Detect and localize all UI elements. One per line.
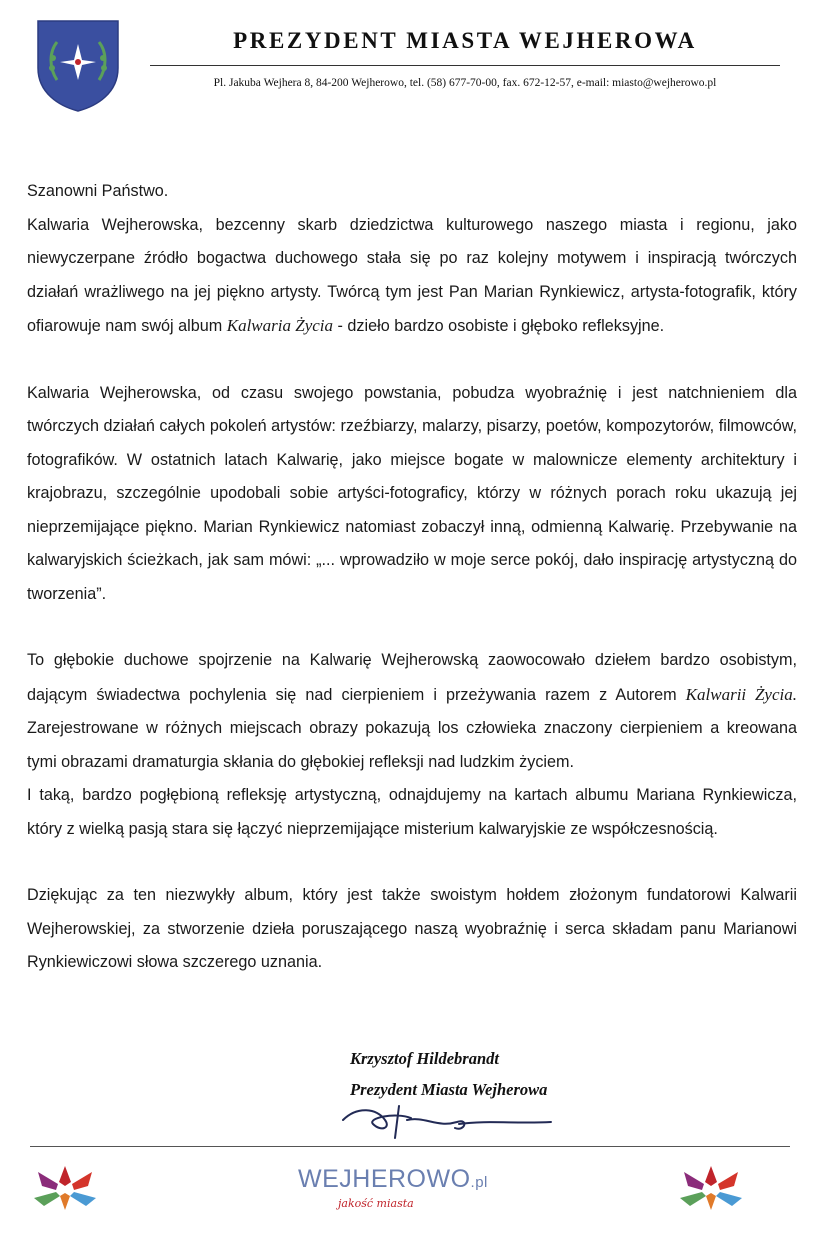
letterhead-title: PREZYDENT MIASTA WEJHEROWA [233,28,697,53]
paragraph-4: I taką, bardzo pogłębioną refleksję artystyczną, odnajdujemy na kartach albumu Mariana Rynkiewicza, który z wielką pasją stara się łączyć nieprzemijające misterium kalwaryjskie ze współczesnością. [27,786,797,838]
paragraph-3 [27,644,797,779]
letterhead-address: Pl. Jakuba Wejhera 8, 84-200 Wejherowo, tel. (58) 677-70-00, fax. 672-12-57, e-mail: miasto@wejherowo.pl [213,77,717,89]
logo-text: WEJHEROWO [298,1165,471,1193]
album-title: Kalwaria Życia [226,316,334,335]
logo-suffix: .pl [470,1174,488,1191]
signatory-name: Krzysztof Hildebrandt [350,1049,499,1068]
signatory-role: Prezydent Miasta Wejherowa [350,1080,548,1099]
handwritten-signature-icon [337,1098,557,1140]
letterhead-rule [150,65,780,66]
signature-block [350,1043,750,1105]
paragraph-1 [27,209,797,344]
wejherowo-logo [298,1165,498,1194]
paragraph-5: Dziękując za ten niezwykły album, który jest także swoistym hołdem złożonym fundatorowi Kalwarii Wejherowskiej, za stworzenie dzieła poruszającego naszą wyobraźnię i serca składam panu Marianowi Rynkiewiczowi słowa szczerego uznania. [27,886,797,971]
city-coat-of-arms-icon [35,18,121,113]
paragraph-1-text-a: Kalwaria Wejherowska, bezcenny skarb dziedzictwa kulturowego naszego miasta i regionu, jako niewyczerpane źródło bogactwa duchowego stała się po raz kolejny motywem i inspiracją twórczych działań wrażliwego na jej piękno artysty. Twórcą tym jest Pan Marian Rynkiewicz, artysta-fotografik, który ofiarowuje nam swój album [27,215,797,335]
city-brand-star-icon [676,1162,746,1212]
album-title-genitive: Kalwarii Życia. [685,684,797,704]
city-brand-star-icon [30,1162,100,1212]
paragraph-3-text-b: Zarejestrowane w różnych miejscach obrazy pokazują los człowieka znaczony cierpieniem a kreowana tymi obrazami dramaturgia skłania do głębokiej refleksji nad ludzkim życiem. [27,719,797,771]
letter-body [27,175,797,980]
paragraph-1-text-b: - dzieło bardzo osobiste i głęboko refleksyjne. [333,317,665,335]
paragraph-3-text-a: To głębokie duchowe spojrzenie na Kalwarię Wejherowską zaowocowało dziełem bardzo osobistym, dającym świadectwa pochylenia się nad cierpieniem i przeżywania razem z Autorem [27,651,797,704]
footer-rule [30,1146,790,1147]
logo-tagline: jakość miasta [338,1197,414,1210]
paragraph-2: Kalwaria Wejherowska, od czasu swojego powstania, pobudza wyobraźnię i jest natchnieniem dla twórczych działań całych pokoleń artystów: rzeźbiarzy, malarzy, pisarzy, poetów, kompozytorów, filmowców, fotografików. W ostatnich latach Kalwarię, jako miejsce bogate w malownicze elementy architektury i krajobrazu, szczególnie upodobali sobie artyści-fotograficy, którzy w różnych porach roku ukazują jej nieprzemijające piękno. Marian Rynkiewicz natomiast zobaczył inną, odmienną Kalwarię. Przebywanie na kalwaryjskich ścieżkach, jak sam mówi: „... wprowadziło w moje serce pokój, dało inspirację artystyczną do tworzenia”. [27,383,797,603]
salutation: Szanowni Państwo. [27,182,169,200]
